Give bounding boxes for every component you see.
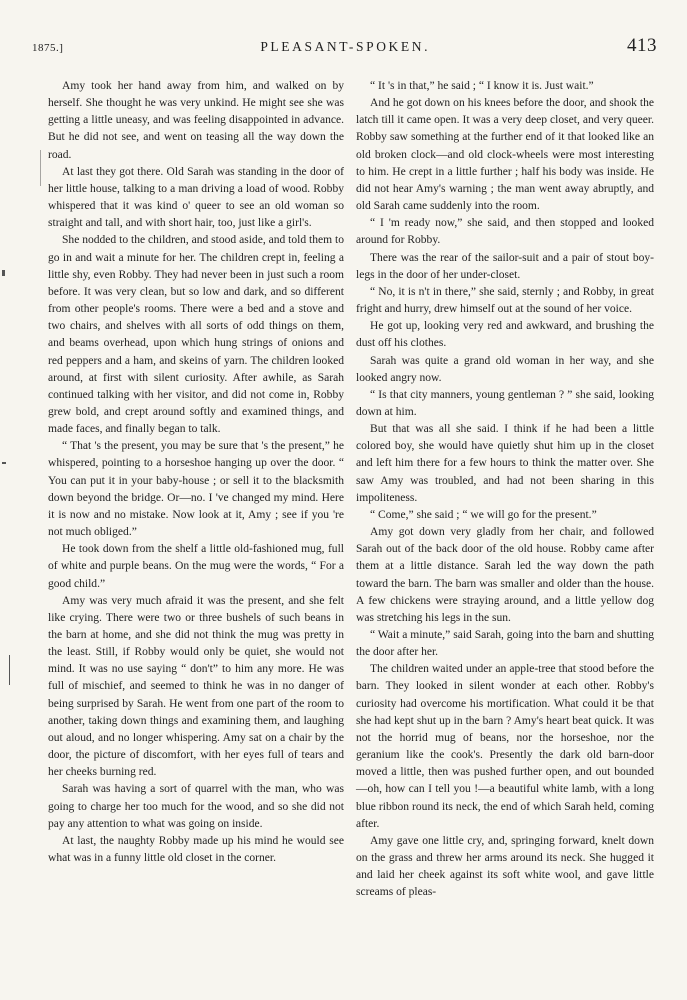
paragraph: And he got down on his knees before the door, and shook the latch till it came open. It was a very deep closet, and very queer. Robby saw something at the further end of it that looked like an old broken clock—and old clock-wheels were most interesting to him. He crept in a little further ; half his body was inside. He did not hear Amy's warning ; the man went away abruptly, and old Sarah came suddenly into the room. <box>356 97 654 213</box>
paragraph: “ Is that city manners, young gentleman ? ” she said, looking down at him. <box>356 388 654 418</box>
paragraph: “ That 's the present, you may be sure that 's the present,” he whispered, pointing to a horseshoe hanging up over the door. “ You can put it in your baby-house ; or sell it to the blacksmith down beyond the bridge. Or—no. I 've changed my mind. Here it is now and no mistake. Now look at it, Amy ; see if you 're not much obliged.” <box>48 440 344 539</box>
paragraph: Amy got down very gladly from her chair, and followed Sarah out of the back door of the old house. Robby came after them at a little distance. Sarah led the way down the path toward the barn. The barn was smaller and older than the house. A few chickens were straying around, and a little yellow dog was stretching his legs in the sun. <box>356 526 654 624</box>
paragraph: She nodded to the children, and stood aside, and told them to go in and wait a minute for her. The children crept in, feeling a little shy, even Robby. They had never been in just such a room before. It was very clean, but so low and dark, and so different from other people's rooms. There were a bed and a stove and two chairs, and shelves with all sorts of odd things on them, and beams overhead, upon which hung strings of onions and red peppers and a ham, and skeins of yarn. The children looked around, at first with silent curiosity. After awhile, as Sarah continued talking with her visitor, and did not come in, Robby grew bold, and crept around softly and examined things, and made faces, and finally began to talk. <box>48 234 344 436</box>
paragraph: Sarah was quite a grand old woman in her way, and she looked angry now. <box>356 354 654 384</box>
margin-mark <box>2 270 5 276</box>
paragraph: Sarah was having a sort of quarrel with the man, who was going to charge her too much for the wood, and so she did not pay any attention to what was going on inside. <box>48 783 344 830</box>
header-year: 1875.] <box>32 42 64 54</box>
paragraph: Amy was very much afraid it was the present, and she felt like crying. There were two or three bushels of such beans in the barn at home, and she did not think the mug was pretty in the least. Still, if Robby would only be quiet, she would not mind. It was no use saying “ don't” to him any more. He was full of mischief, and seemed to think he was in no danger of being surprised by Sarah. He went from one part of the room to another, taking down things and examining them, and laughing out aloud, and no longer whispering. Amy sat on a chair by the door, the picture of discomfort, with her eyes full of tears and her cheeks burning red. <box>48 594 344 779</box>
margin-mark <box>9 655 10 685</box>
margin-mark <box>2 462 6 464</box>
paragraph: There was the rear of the sailor-suit and a pair of stout boy-legs in the door of her under-closet. <box>356 251 654 281</box>
paragraph: “ It 's in that,” he said ; “ I know it is. Just wait.” <box>370 80 594 92</box>
paragraph: Amy took her hand away from him, and walked on by herself. She thought he was very unkind. He might see she was getting a little uneasy, and was feeling disappointed in advance. But he did not see, and went on teasing all the way down the road. <box>48 80 344 161</box>
paragraph: “ Wait a minute,” said Sarah, going into the barn and shutting the door after her. <box>356 629 654 659</box>
right-column <box>356 78 654 902</box>
paragraph: At last they got there. Old Sarah was standing in the door of her little house, talking to a man driving a load of wood. Robby whispered that it was kind o' queer to see an old woman so straight and tall, and with short hair, too, just like a girl's. <box>48 165 344 230</box>
paragraph: He took down from the shelf a little old-fashioned mug, full of white and purple beans. On the mug were the words, “ For a good child.” <box>48 543 344 590</box>
paragraph: “ Come,” she said ; “ we will go for the present.” <box>370 508 597 521</box>
paragraph: At last, the naughty Robby made up his mind he would see what was in a funny little old closet in the corner. <box>48 834 344 865</box>
paragraph: He got up, looking very red and awkward, and brushing the dust off his clothes. <box>356 320 654 350</box>
running-header <box>32 35 657 61</box>
paragraph: “ No, it is n't in there,” she said, sternly ; and Robby, in great fright and hurry, drew himself out at the sound of her voice. <box>356 285 654 316</box>
paragraph: The children waited under an apple-tree that stood before the barn. They looked in silent wonder at each other. Robby's curiosity had overcome his mortification. What could it be that she had kept shut up in the barn ? Amy's heart beat quick. It was not the horrid mug of beans, nor the horseshoe, nor the geranium like the cook's. Presently the dark old barn-door moved a little, then was pushed further open, and out bounded—oh, how can I tell you !—a beautiful white lamb, with a long blue ribbon round its neck, the end of which Sarah held, coming after. <box>356 663 654 830</box>
paragraph: Amy gave one little cry, and, springing forward, knelt down on the grass and threw her arms around its neck. She hugged it and laid her cheek against its soft white wool, and gave little screams of pleas- <box>356 834 654 899</box>
page-number: 413 <box>626 35 657 56</box>
paragraph: But that was all she said. I think if he had been a little colored boy, she would have quietly shut him up in the closet and left him there for a few hours to think the matter over. She saw Amy was troubled, and had not been sharing in this impoliteness. <box>356 423 654 504</box>
left-column <box>48 78 344 867</box>
margin-mark <box>40 150 41 186</box>
paragraph: “ I 'm ready now,” she said, and then stopped and looked around for Robby. <box>356 217 654 247</box>
header-title: PLEASANT-SPOKEN. <box>260 39 431 54</box>
